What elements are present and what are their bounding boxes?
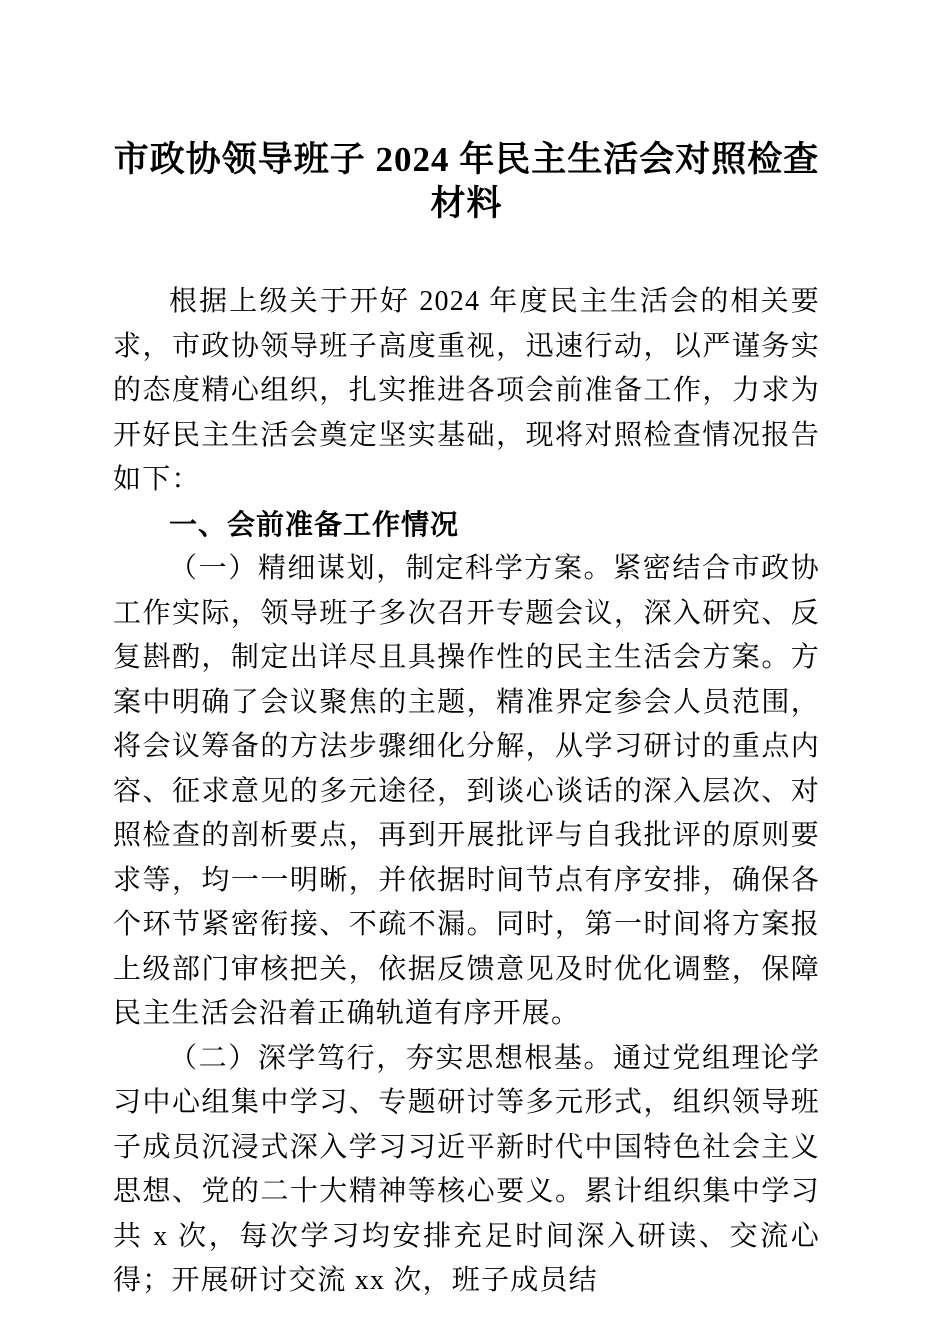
paragraph-item-one: （一）精细谋划，制定科学方案。紧密结合市政协工作实际，领导班子多次召开专题会议，深入研究、反复斟酌，制定出详尽且具操作性的民主生活会方案。方案中明确了会议聚焦的主题，精准界定参会人员范围，将会议筹备的方法步骤细化分解，从学习研讨的重点内容、征求意见的多元途径，到谈心谈话的深入层次、对照检查的剖析要点，再到开展批评与自我批评的原则要求等，均一一明晰，并依据时间节点有序安排，确保各个环节紧密衔接、不疏不漏。同时，第一时间将方案报上级部门审核把关，依据反馈意见及时优化调整，保障民主生活会沿着正确轨道有序开展。 [113,553,820,1029]
document-title: 市政协领导班子 2024 年民主生活会对照检查材料 [113,140,820,223]
section-heading-preparation: 一、会前准备工作情况 [169,507,460,541]
document-body [113,0,820,1344]
paragraph-item-two: （二）深学笃行，夯实思想根基。通过党组理论学习中心组集中学习、专题研讨等多元形式，组织领导班子成员沉浸式深入学习习近平新时代中国特色社会主义思想、党的二十大精神等核心要义。累计组织集中学习共 x 次，每次学习均安排充足时间深入研读、交流心得；开展研讨交流 xx 次，班子成员结 [113,1042,820,1296]
paragraph-intro: 根据上级关于开好 2024 年度民主生活会的相关要求，市政协领导班子高度重视，迅速行动，以严谨务实的态度精心组织，扎实推进各项会前准备工作，力求为开好民主生活会奠定坚实基础，现将对照检查情况报告如下： [113,286,820,495]
